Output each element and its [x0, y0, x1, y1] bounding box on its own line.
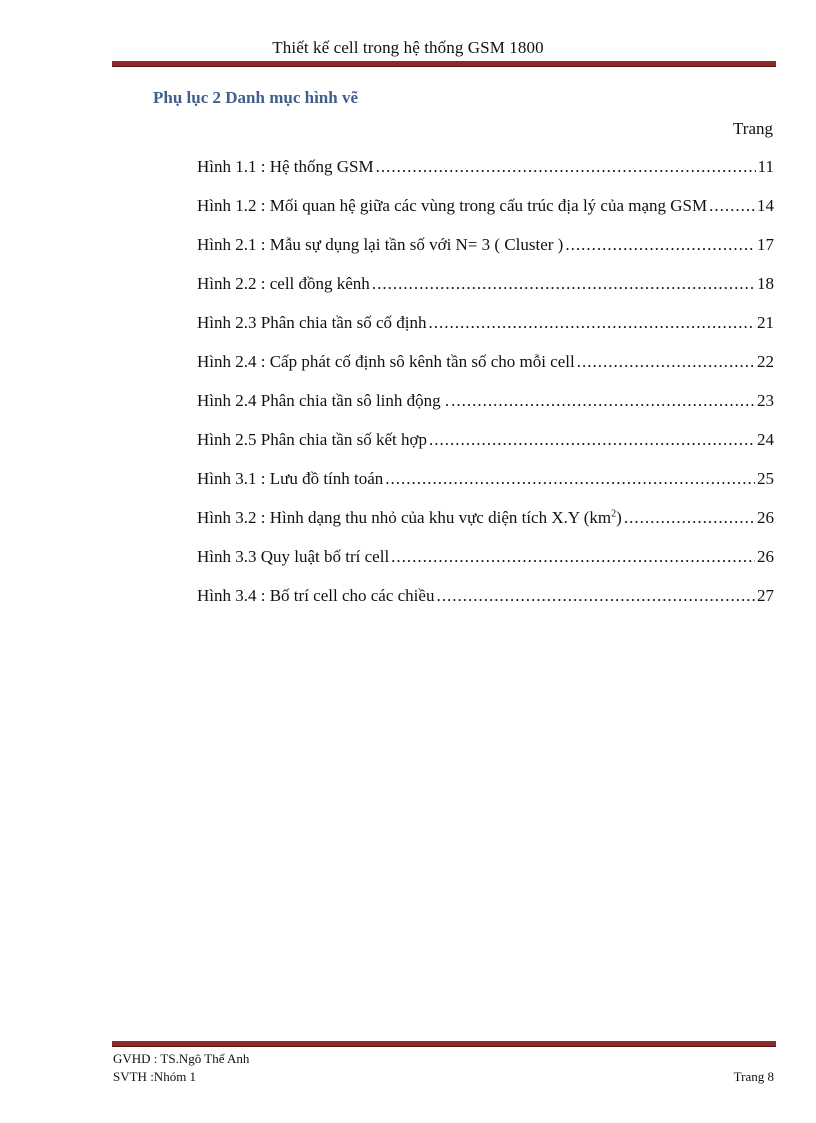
section-title: Phụ lục 2 Danh mục hình vẽ: [153, 88, 358, 107]
toc-entry-label: Hình 2.1 : Mẫu sự dụng lại tần số với N= 3 ( Cluster ): [197, 235, 564, 254]
toc-entry-page: 25: [757, 469, 774, 488]
toc-entry-page: 26: [757, 547, 774, 566]
toc-leader-dots: [436, 586, 755, 606]
toc-entry[interactable]: [197, 352, 774, 391]
toc-entry[interactable]: [197, 469, 774, 508]
toc-entry-page: 27: [757, 586, 774, 605]
toc-entry[interactable]: [197, 508, 774, 547]
toc-leader-dots: [577, 352, 755, 372]
toc-entry-label: Hình 3.1 : Lưu đồ tính toán: [197, 469, 384, 488]
superscript-exponent: 2: [611, 508, 617, 520]
toc-leader-dots: [624, 508, 755, 528]
toc-entry-page: 21: [757, 313, 774, 332]
toc-entry[interactable]: [197, 196, 774, 235]
toc-entry-label: [197, 508, 622, 528]
toc-leader-dots: [376, 157, 756, 177]
toc-leader-dots: [429, 430, 755, 450]
toc-entry-label: Hình 3.3 Quy luật bố trí cell: [197, 547, 390, 566]
figure-list: [197, 157, 774, 625]
toc-entry-page: 23: [757, 391, 774, 410]
toc-entry-label: Hình 2.3 Phân chia tần số cố định: [197, 313, 427, 332]
toc-entry[interactable]: [197, 157, 774, 196]
toc-entry-page: 11: [757, 157, 774, 176]
toc-entry-label: Hình 3.4 : Bố trí cell cho các chiều: [197, 586, 435, 605]
toc-entry-page: 14: [757, 196, 774, 215]
toc-entry-label: Hình 2.4 : Cấp phát cố định sô kênh tần số cho mỗi cell: [197, 352, 575, 371]
toc-entry-label-text: Hình 3.2 : Hình dạng thu nhỏ của khu vực diện tích X.Y (km: [197, 508, 612, 527]
toc-entry-label: Hình 1.1 : Hệ thống GSM: [197, 157, 374, 176]
toc-leader-dots: [391, 547, 755, 567]
toc-entry[interactable]: [197, 274, 774, 313]
toc-entry[interactable]: [197, 430, 774, 469]
toc-entry-page: 18: [757, 274, 774, 293]
toc-entry[interactable]: [197, 547, 774, 586]
toc-entry[interactable]: [197, 235, 774, 274]
toc-entry-page: 26: [757, 508, 774, 527]
page-column-label: Trang: [733, 119, 773, 138]
toc-entry-label: Hình 2.5 Phân chia tần số kết hợp: [197, 430, 427, 449]
toc-entry[interactable]: [197, 586, 774, 625]
footer-info: [113, 1050, 249, 1086]
toc-entry-page: 22: [757, 352, 774, 371]
toc-leader-dots: [565, 235, 755, 255]
toc-entry[interactable]: [197, 391, 774, 430]
header-rule: [112, 61, 776, 67]
footer-rule: [112, 1041, 776, 1047]
toc-leader-dots: [451, 391, 755, 411]
footer-page-number: Trang 8: [733, 1069, 774, 1084]
toc-leader-dots: [428, 313, 755, 333]
page-header-title: Thiết kế cell trong hệ thống GSM 1800: [272, 38, 544, 57]
toc-entry-page: 17: [757, 235, 774, 254]
footer-instructor: GVHD : TS.Ngô Thế Anh: [113, 1051, 250, 1066]
toc-entry-label: Hình 2.2 : cell đồng kênh: [197, 274, 370, 293]
toc-entry-label-suffix: ): [616, 508, 622, 527]
toc-entry[interactable]: [197, 313, 774, 352]
toc-entry-page: 24: [757, 430, 774, 449]
toc-leader-dots: [709, 196, 755, 216]
toc-entry-label: Hình 2.4 Phân chia tần sô linh động .: [197, 391, 450, 410]
footer-students: SVTH :Nhóm 1: [113, 1069, 197, 1084]
toc-entry-label: Hình 1.2 : Mối quan hệ giữa các vùng trong cấu trúc địa lý của mạng GSM: [197, 196, 708, 215]
toc-leader-dots: [385, 469, 755, 489]
toc-leader-dots: [372, 274, 755, 294]
